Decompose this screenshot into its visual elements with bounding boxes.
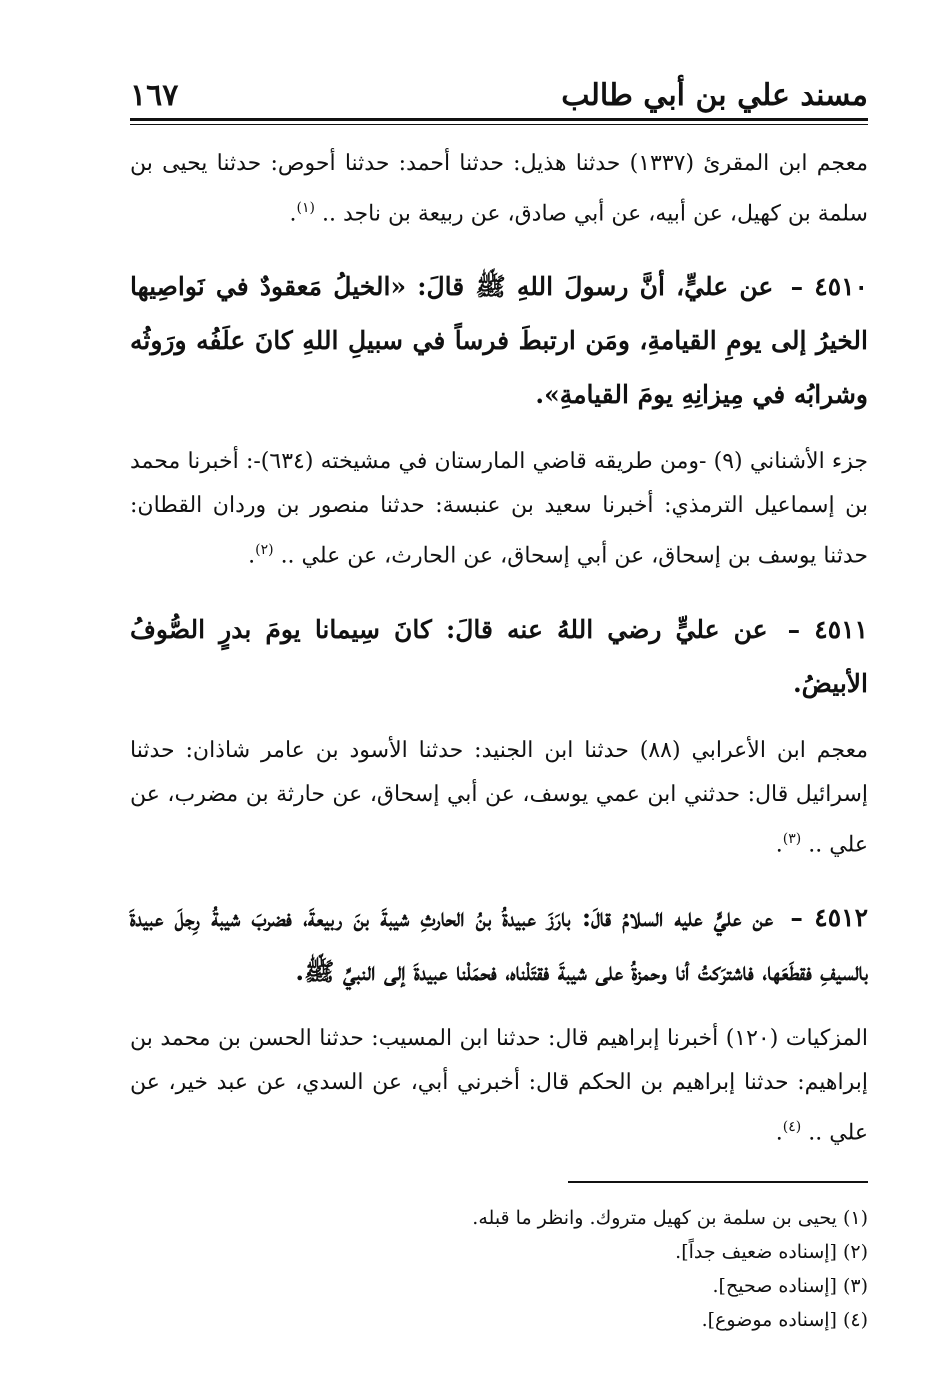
footnotes (130, 1201, 868, 1337)
paragraph-text: المزكيات (١٢٠) أخبرنا إبراهيم قال: حدثنا ابن المسيب: حدثنا الحسن بن محمد بن إبراهيم: حدثنا إبراهيم بن الحكم قال: أخبرني أبي، عن السدي، عن عبد خير، عن علي .. (130, 1025, 868, 1146)
footnote-ref: (٣) (782, 830, 802, 847)
page-number: ١٦٧ (130, 78, 179, 113)
footnote-label: (٢) (842, 1241, 868, 1264)
footnote-item (130, 1303, 868, 1337)
paragraph-text: جزء الأشناني (٩) -ومن طريقه قاضي المارستان في مشيخته (٦٣٤)-: أخبرنا محمد بن إسماعيل الترمذي: أخبرنا سعيد بن عنبسة: حدثنا منصور بن وردان القطان: حدثنا يوسف بن إسحاق، عن أبي إسحاق، عن الحارث، عن علي .. (130, 449, 868, 569)
hadith-number: ٤٥١٢ – (790, 902, 868, 932)
hadith-text: عن عليٍّ، أنَّ رسولَ اللهِ ﷺ قالَ: «الخيلُ مَعقودٌ في نَواصِيها الخيرُ إلى يومِ القيامةِ، ومَن ارتبطَ فرساً في سبيلِ اللهِ كانَ علَفُه ورَوثُه وشرابُه في مِيزانِهِ يومَ القيامةِ». (130, 272, 868, 410)
paragraph-end: . (289, 201, 297, 227)
paragraph-text: معجم ابن المقرئ (١٣٣٧) حدثنا هذيل: حدثنا أحمد: حدثنا أحوص: حدثنا يحيى بن سلمة بن كهيل، عن أبيه، عن أبي صادق، عن ربيعة بن ناجد .. (130, 151, 868, 227)
footnote-text: يحيى بن سلمة بن كهيل متروك. وانظر ما قبله. (472, 1207, 837, 1230)
page (130, 60, 868, 1337)
hadith-paragraph (130, 603, 868, 711)
page-body (130, 142, 868, 1337)
hadith-number: ٤٥١٠ – (790, 272, 868, 302)
paragraph-end: . (775, 1120, 783, 1146)
footnote-label: (٣) (842, 1275, 868, 1298)
page-header (130, 60, 868, 118)
hadith-paragraph (130, 891, 868, 999)
header-rule (130, 118, 868, 121)
footnote-separator (568, 1181, 868, 1183)
hadith-text: عن عليٍّ رضي اللهُ عنه قالَ: كانَ سِيمانا يومَ بدرٍ الصُّوفُ الأبيضُ. (130, 614, 868, 698)
header-rule-thin (130, 124, 868, 125)
source-paragraph (130, 142, 868, 236)
footnote-label: (١) (842, 1207, 868, 1230)
source-paragraph (130, 440, 868, 578)
footnote-ref: (٤) (782, 1118, 802, 1135)
footnote-item (130, 1269, 868, 1303)
footnote-text: [إسناده موضوع]. (701, 1309, 837, 1332)
source-paragraph (130, 729, 868, 867)
source-paragraph (130, 1017, 868, 1155)
footnote-text: [إسناده صحيح]. (712, 1275, 837, 1298)
footnote-item (130, 1201, 868, 1235)
running-title: مسند علي بن أبي طالب (561, 78, 868, 113)
footnote-label: (٤) (842, 1309, 868, 1332)
hadith-text: عن عليٍّ عليه السلامُ قالَ: بارَزَ عبيدةُ بنُ الحارثِ شيبةَ بنَ ربيعةَ، فضربَ شيبةُ رِجلَ عبيدةَ بالسيفِ فقطَعَها، فاشترَكتُ أنا وحمزةُ على شيبةَ فقتَلْناه، فحمَلْنا عبيدةَ إلى النبيِّ ﷺ. (130, 902, 868, 986)
footnote-item (130, 1235, 868, 1269)
paragraph-end: . (775, 831, 783, 857)
hadith-paragraph (130, 260, 868, 422)
footnote-ref: (١) (296, 200, 316, 216)
paragraph-end: . (248, 543, 256, 569)
footnote-ref: (٢) (255, 542, 274, 559)
paragraph-text: معجم ابن الأعرابي (٨٨) حدثنا ابن الجنيد: حدثنا الأسود بن عامر شاذان: حدثنا إسرائيل قال: حدثني ابن عمي يوسف، عن أبي إسحاق، عن حارثة بن مضرب، عن علي .. (130, 737, 868, 857)
footnote-text: [إسناده ضعيف جداً]. (675, 1241, 837, 1264)
hadith-number: ٤٥١١ – (787, 614, 868, 644)
